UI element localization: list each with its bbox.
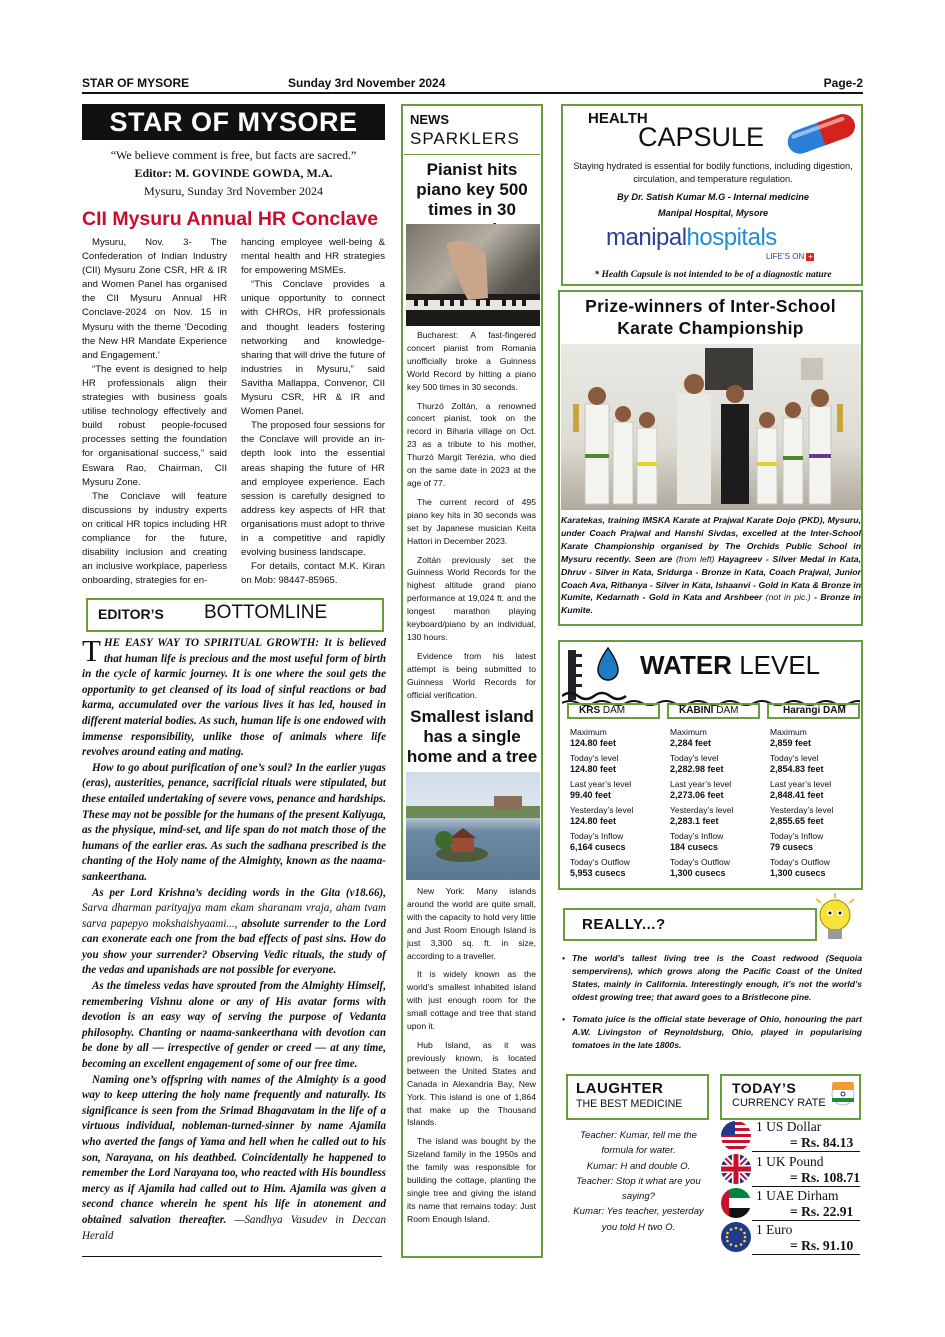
laughter-subtitle: THE BEST MEDICINE xyxy=(576,1098,683,1110)
cii-paragraph: “This Conclave provides a unique opportunity to connect with CHROs, HR professionals and thought leaders fostering networking and knowledge-sharing that will drive the future of industries in Mysuru,” said Savitha Mallappa, Convenor, CII Mysuru CSR, HR & IR and Women Panel. xyxy=(241,279,385,418)
health-disclaimer: * Health Capsule is not intended to be of a diagnostic nature xyxy=(594,270,832,280)
masthead-info xyxy=(82,146,385,200)
page-header xyxy=(82,76,863,94)
news-paragraph: Zoltán previously set the Guinness World Records for the highest altitude grand piano performance at 19,024 ft. and the longest marathon playing keyboard/piano by an individual, 130 hours. xyxy=(407,554,536,642)
masthead-dateline: Mysuru, Sunday 3rd November 2024 xyxy=(144,184,323,198)
health-hospital: Manipal Hospital, Mysore xyxy=(657,208,769,218)
editor-paragraph: As per Lord Krishna’s deciding words in the Gita (v18.66), Sarva dharman parityajya mam ekam sharanam vraja, aham tvam sarva papepyo mokshaishyaami..., absolute surrender to the Lord can exonerate each one from the bad effects of past sins. How do you show your surrender? Observing Vedic rituals, the study of the vedas and upanishads are not possible for everyone. xyxy=(82,886,386,977)
manipal-logo-tagline: LIFE’S ON + xyxy=(766,252,813,261)
divider xyxy=(82,1256,382,1257)
karate-caption: Karatekas, training IMSKA Karate at Prajwal Karate Dojo (PKD), Mysuru, under Coach Prajwal and Hanshi Sivdas, excelled at the Inter-School Karate Championship organised by The Orchids Public School in Mysuru recently. Seen are (from left) Hayagreev - Silver Medal in Kata, Dhruv - Silver in Kata, Sridurga - Bronze in Kata, Coach Prajwal, Junior Coach Ava, Rithanya - Silver in Kata, Ishaanvi - Gold in Kata & Bronze in Kumite, Kedarnath - Gold in Kata and Arshbeer (not in pic.) - Bronze in Kumite. xyxy=(561,515,861,616)
krs-dam-tab: KRS DAM xyxy=(567,703,660,719)
cii-column-2 xyxy=(241,236,385,588)
uae-flag-icon xyxy=(720,1187,752,1224)
lightbulb-icon xyxy=(812,893,858,954)
karate-photo xyxy=(561,344,861,510)
harangi-dam-tab: Harangi DAM xyxy=(767,703,860,719)
kabini-dam-tab: KABINI DAM xyxy=(667,703,760,719)
harangi-dam-data: Maximum 2,859 feet Today’s level 2,854.83 feet Last year’s level 2,848.41 feet Yesterday’s level 2,855.65 feet Today’s Inflow 79 cusecs Today’s Outflow 1,300 cusecs xyxy=(770,727,834,878)
really-fact-1: • The world’s tallest living tree is the Coast redwood (Sequoia sempervirens), which grows along the Pacific Coast of the United States, mainly in California. Interestingly enough, it’s not the world’s oldest growing tree; that award goes to a Bristlecone pine. xyxy=(562,953,862,1002)
masthead-motto: “We believe comment is free, but facts are sacred.” xyxy=(110,148,357,162)
currency-label: 1 Euro xyxy=(756,1222,793,1237)
drop-cap: T xyxy=(82,633,101,668)
health-label: HEALTH xyxy=(588,110,648,127)
news-tab-label-2: SPARKLERS xyxy=(410,129,520,148)
news-story-2 xyxy=(407,885,536,1232)
news-headline-1: Pianist hits piano key 500 times in 30 xyxy=(416,160,528,219)
india-flag-icon xyxy=(830,1082,856,1111)
health-label-2: CAPSULE xyxy=(638,122,765,152)
news-tab-label: NEWS xyxy=(410,112,449,127)
cii-paragraph: The proposed four sessions for the Conclave will provide an in-depth look into the essential areas shaping the future of HR and employee experience. Each session is carefully designed to address key aspects of HR that organisations must adopt to thrive in a competitive and rapidly evolving business landscape. xyxy=(241,420,385,559)
cii-paragraph: Mysuru, Nov. 3- The Confederation of Indian Industry (CII) Mysuru Zone CSR, HR & IR and Women Panel has organised the CII Mysuru Annual HR Conclave-2024 on Nov. 15 in Mysuru with the theme ‘Decoding the New HR Mandate Experience and Engagement.’ xyxy=(82,237,227,361)
manipal-logo: manipalhospitals xyxy=(606,224,777,251)
currency-rate: = Rs. 22.91 xyxy=(790,1204,854,1219)
piano-hand-image xyxy=(406,224,540,326)
currency-subtitle: CURRENCY RATE xyxy=(732,1097,826,1109)
news-paragraph: The current record of 495 piano key hits in 30 seconds was set by Japanese musician Keita Hattori in December 2023. xyxy=(407,496,536,546)
news-paragraph: Hub Island, as it was previously known, is located between the United States and Canada in Alexandria Bay, New York. This island is one of 1,864 that make up the Thousand Islands. xyxy=(407,1039,536,1128)
currency-title: TODAY’S xyxy=(732,1080,797,1096)
island-image xyxy=(406,772,540,880)
news-paragraph: The island was bought by the Sizeland family in the 1950s and the family was responsible for building the cottage, planting the single tree and giving the island its name that remains today: Just Room Enough Island. xyxy=(407,1136,536,1224)
divider xyxy=(752,1254,860,1255)
editor-label: EDITOR’S xyxy=(98,606,164,622)
karate-group-image xyxy=(561,344,861,510)
really-title: REALLY...? xyxy=(582,916,666,933)
news-paragraph: New York: Many islands around the world are quite small, with the capacity to hold very little and Just Room Enough Island is just 3,300 sq. ft. in size, according to a traveller. xyxy=(407,886,536,961)
editor-bottomline-box xyxy=(86,598,384,632)
cii-paragraph: hancing employee well-being & mental health and HR strategies for empowering MSMEs. xyxy=(241,237,385,277)
karate-headline: Prize-winners of Inter-School Karate Championship xyxy=(585,296,836,338)
news-paragraph: It is widely known as the world’s smallest inhabited island with just enough room for the small cottage and tree that stand upon it. xyxy=(407,969,536,1032)
currency-label: 1 US Dollar xyxy=(756,1119,822,1134)
us-flag-icon xyxy=(720,1120,752,1157)
island-photo xyxy=(406,772,540,880)
divider xyxy=(752,1220,860,1221)
uk-flag-icon xyxy=(720,1153,752,1190)
currency-rate: = Rs. 91.10 xyxy=(790,1238,854,1253)
currency-label: 1 UK Pound xyxy=(756,1154,824,1169)
cii-headline: CII Mysuru Annual HR Conclave xyxy=(82,208,379,230)
divider xyxy=(752,1151,860,1152)
joke-line: Teacher: Stop it what are you saying? xyxy=(576,1175,701,1203)
news-paragraph: Bucharest: A fast-fingered concert pianist from Romania unofficially broke a Guinness World Record by hitting a piano key 500 times in 30 seconds. xyxy=(407,330,536,392)
editor-paragraph: How to go about purification of one’s soul? In the earlier yugas (eras), austerities, penance, sacrificial rituals were stipulated, but these entailed undertaking of severe vows, penance and hardships. These may not be possible for the humans of the present Kaliyuga, as the physique, mind-set, and life span do not match those of the humans of the earlier eras. As such the sadhana prescribed is the chanting of the Holy name of the Almighty, known as the naama-sankeerthana. xyxy=(82,761,386,883)
cii-column-1 xyxy=(82,236,227,588)
kabini-dam-data: Maximum 2,284 feet Today’s level 2,282.98 feet Last year’s level 2,273.06 feet Yesterday’s level 2,283.1 feet Today’s Inflow 184 cusecs Today’s Outflow 1,300 cusecs xyxy=(670,727,734,878)
joke xyxy=(566,1128,711,1235)
divider xyxy=(404,154,540,155)
editor-paragraph: THE EASY WAY TO SPIRITUAL GROWTH: It is believed that human life is precious and the most useful form of birth in the cycle of karmic journey. It is one where the soul gets the opportunity to get cleansed of its load of sinful reactions or bad karma, accumulated over the various lives it has led, housed in different material bodies. As such, human life is one endowed with immense responsibility, unlike those of animals where life revolves around eating and mating. xyxy=(82,633,386,759)
news-headline-2: Smallest island has a single home and a tree xyxy=(406,707,538,766)
editor-paragraph: Naming one’s offspring with names of the Almighty is a good way to keep uttering the holy name frequently and naturally. Its significance is seen from the Srimad Bhagavatam in the life of a virtuous individual, nobleman-turned-sinner by name Ajamila who averted the fangs of Yama and hell when he called out to his son, Narayana, on his deathbed. Coincidentally he happened to remember the Lord Narayana too, who reacted with His boundless mercy as if Ajamila had called out to Him. Ajamila was given a second chance wherein he spent his life in atonement and obtained salvation thereafter. —Sandhya Vasudev in Deccan Herald xyxy=(82,1073,386,1242)
editor-label-2: BOTTOMLINE xyxy=(204,602,328,623)
health-text: Staying hydrated is essential for bodily functions, including digestion, circulation, and temperature regulation. xyxy=(573,161,853,184)
masthead-logo: STAR OF MYSORE xyxy=(82,104,385,140)
laughter-title: LAUGHTER xyxy=(576,1080,664,1097)
water-waves xyxy=(562,694,860,700)
masthead-editor: Editor: M. GOVINDE GOWDA, M.A. xyxy=(134,166,333,180)
currency-rate: = Rs. 108.71 xyxy=(790,1170,860,1185)
joke-line: Kumar: Yes teacher, yesterday you told H two O. xyxy=(573,1206,704,1233)
cii-paragraph: For details, contact M.K. Kiran on Mob: 98447-85965. xyxy=(241,561,385,587)
news-paragraph: Evidence from his latest attempt is being submitted to Guinness World Records for official verification. xyxy=(407,650,536,700)
eu-flag-icon xyxy=(720,1221,752,1258)
krs-dam-data: Maximum 124.80 feet Today’s level 124.80 feet Last year’s level 99.40 feet Yesterday’s level 124.80 feet Today’s Inflow 6,164 cusecs Today’s Outflow 5,953 cusecs xyxy=(570,727,634,878)
capsule-icon xyxy=(780,110,862,161)
header-page-number: Page-2 xyxy=(823,76,863,90)
header-paper-name: STAR OF MYSORE xyxy=(82,76,190,90)
editor-credit: —Sandhya Vasudev in Deccan Herald xyxy=(82,1213,386,1242)
joke-line: Kumar: H and double O. xyxy=(586,1160,691,1172)
cii-paragraph: The Conclave will feature discussions by industry experts on critical HR topics including HR compliance for the future, disability inclusion and creating an inclusive workplace, paperless onboarding, strategies for en- xyxy=(82,490,227,587)
editor-paragraph: As the timeless vedas have sprouted from the Almighty Himself, remembering Vishnu alone or any of His avatar forms with devotion is an easy way of serving the purpose of Vedanta philosophy. Chanting or naama-sankeerthana with devotion can be done by all — irrespective of gender or creed — at any time, becoming an excellent engagement of some of our free time. xyxy=(82,980,386,1071)
bullet: • xyxy=(562,1014,566,1024)
piano-photo xyxy=(406,224,540,326)
currency-rate: = Rs. 84.13 xyxy=(790,1135,854,1150)
water-level-title: WATER LEVEL xyxy=(640,650,821,680)
divider xyxy=(752,1186,860,1187)
news-paragraph: Thurzó Zoltán, a renowned concert pianist, took on the record in Biharia village on Oct. 23 as a tribute to his mother, Thurzó Margit Terézia, who died on the same date in 2023 at the age of 77. xyxy=(407,400,536,488)
news-story-1 xyxy=(407,329,536,707)
joke-line: Teacher: Kumar, tell me the formula for water. xyxy=(580,1130,697,1157)
currency-label: 1 UAE Dirham xyxy=(756,1188,839,1203)
bullet: • xyxy=(562,953,566,963)
health-author: By Dr. Satish Kumar M.G - Internal medicine xyxy=(617,192,809,202)
editor-text xyxy=(82,633,386,1244)
cii-paragraph: “The event is designed to help HR professionals align their strategies with business goals utilise technology effectively and build robust people-focused processes setting the foundation for organisational success,” said Eswara Rao, Chairman, CII Mysuru Zone. xyxy=(82,363,227,488)
really-fact-2: • Tomato juice is the official state beverage of Ohio, honouring the part A.W. Livingston of Reynoldsburg, Ohio, played in popularising tomatoes in the late 1800s. xyxy=(562,1014,862,1050)
header-date: Sunday 3rd November 2024 xyxy=(288,76,446,90)
